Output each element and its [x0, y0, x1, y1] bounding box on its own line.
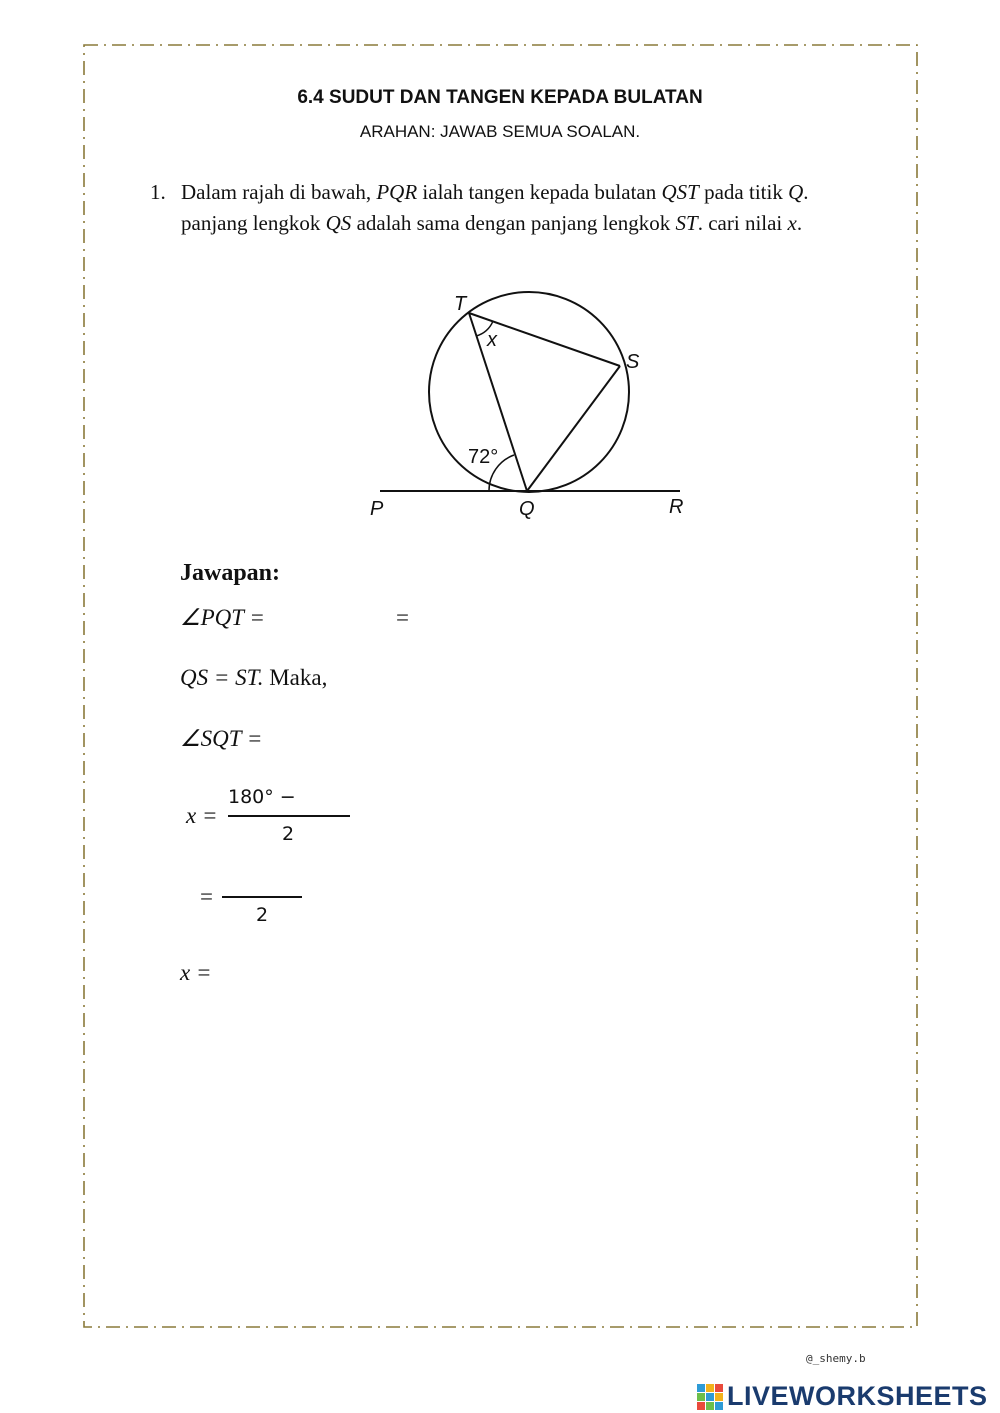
- answer-equals: =: [200, 884, 213, 909]
- answer-pqt-label: ∠PQT =: [180, 605, 265, 630]
- answer-x-label: x =: [186, 803, 218, 828]
- label-72-degrees: 72°: [468, 446, 499, 468]
- answer-x-final: x =: [180, 960, 212, 985]
- fraction-1-denominator: 2: [282, 823, 295, 845]
- logo-grid-icon: [697, 1384, 723, 1410]
- fraction-1-numerator: 180° −: [228, 786, 296, 808]
- label-x: x: [487, 329, 497, 351]
- question-number: 1.: [150, 180, 166, 204]
- label-p: P: [370, 498, 384, 520]
- answer-qs-equals-st: QS = ST. Maka,: [180, 665, 328, 690]
- worksheet-instruction: ARAHAN: JAWAB SEMUA SOALAN.: [359, 122, 641, 141]
- label-r: R: [669, 496, 684, 518]
- fraction-2-denominator: 2: [256, 904, 269, 926]
- worksheet-title: 6.4 SUDUT DAN TANGEN KEPADA BULATAN: [297, 87, 703, 108]
- fraction-1-bar: [228, 815, 350, 817]
- brand-name: LIVEWORKSHEETS: [727, 1381, 988, 1411]
- answer-sqt-label: ∠SQT =: [180, 726, 263, 751]
- label-s: S: [626, 351, 640, 373]
- answer-heading: Jawapan:: [180, 560, 281, 586]
- question-line-1: Dalam rajah di bawah, PQR ialah tangen kepada bulatan QST pada titik Q.: [181, 180, 809, 204]
- fraction-2-bar: [222, 896, 302, 898]
- liveworksheets-logo: [697, 1381, 988, 1412]
- label-t: T: [454, 293, 467, 315]
- circle-tangent-diagram: [0, 0, 1000, 560]
- chord-sq: [527, 366, 620, 491]
- author-credit: @_shemy.b: [806, 1352, 866, 1365]
- question-line-2: panjang lengkok QS adalah sama dengan panjang lengkok ST. cari nilai x.: [181, 211, 803, 235]
- answer-pqt-equals: =: [396, 605, 409, 630]
- label-q: Q: [519, 498, 535, 520]
- circle: [429, 292, 629, 492]
